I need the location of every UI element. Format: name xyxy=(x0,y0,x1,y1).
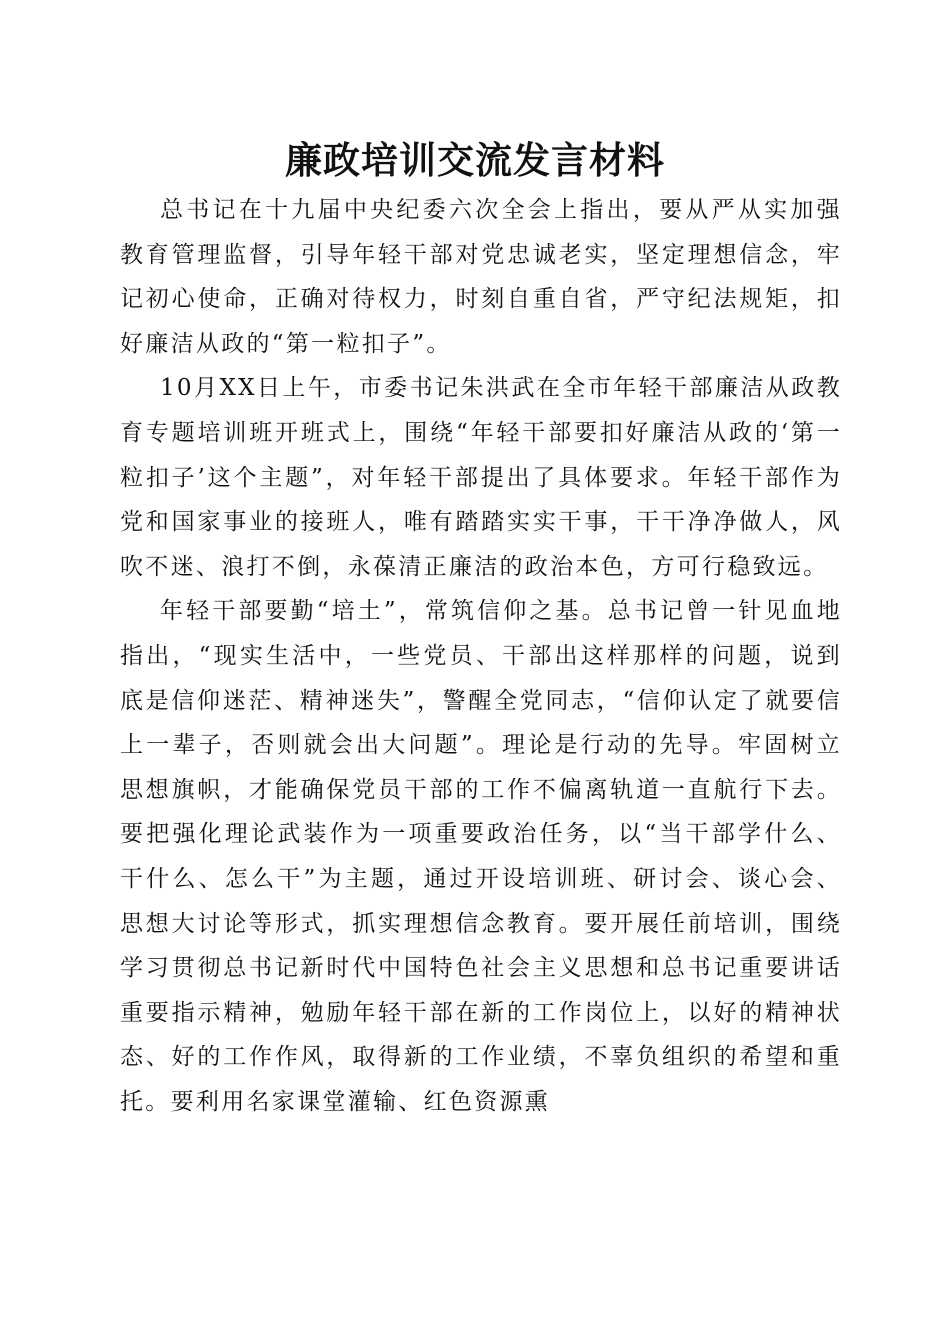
paragraph-2: 10月XX日上午，市委书记朱洪武在全市年轻干部廉洁从政教育专题培训班开班式上，围绕“年轻干部要扣好廉洁从政的‘第一粒扣子’这个主题”，对年轻干部提出了具体要求。年轻干部作为党和国家事业的接班人，唯有踏踏实实干事，干干净净做人，风吹不迷、浪打不倒，永葆清正廉洁的政治本色，方可行稳致远。 xyxy=(120,375,842,580)
paragraph-3: 年轻干部要勤“培土”，常筑信仰之基。总书记曾一针见血地指出，“现实生活中，一些党员、干部出这样那样的问题，说到底是信仰迷茫、精神迷失”，警醒全党同志，“信仰认定了就要信上一辈子，否则就会出大问题”。理论是行动的先导。牢固树立思想旗帜，才能确保党员干部的工作不偏离轨道一直航行下去。要把强化理论武装作为一项重要政治任务，以“当干部学什么、干什么、怎么干”为主题，通过开设培训班、研讨会、谈心会、思想大讨论等形式，抓实理想信念教育。要开展任前培训，围绕学习贯彻总书记新时代中国特色社会主义思想和总书记重要讲话重要指示精神，勉励年轻干部在新的工作岗位上，以好的精神状态、好的工作作风，取得新的工作业绩，不辜负组织的希望和重托。要利用名家课堂灌输、红色资源熏 xyxy=(120,598,842,1115)
paragraph-1: 总书记在十九届中央纪委六次全会上指出，要从严从实加强教育管理监督，引导年轻干部对党忠诚老实，坚定理想信念，牢记初心使命，正确对待权力，时刻自重自省，严守纪法规矩，扣好廉洁从政的“第一粒扣子”。 xyxy=(120,197,842,357)
document-title: 廉政培训交流发言材料 xyxy=(285,138,665,182)
document-body xyxy=(120,188,842,1124)
